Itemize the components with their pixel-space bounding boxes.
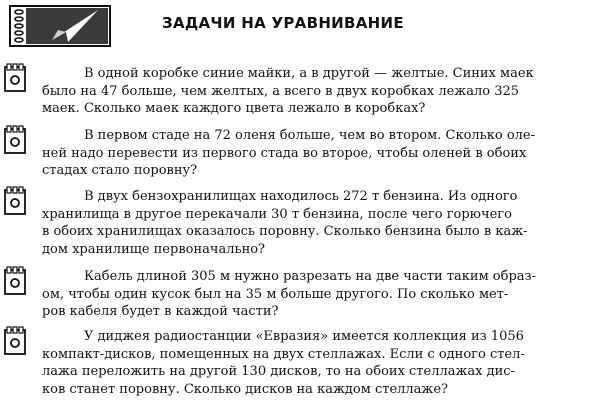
text-line: В первом стаде на 72 оленя больше, чем во втором. Сколько оле-	[84, 128, 536, 143]
text-line: лажа переложить на другой 130 дисков, то на обоих стеллажах дис-	[42, 364, 515, 379]
notepad-icon	[3, 326, 29, 356]
page-title: ЗАДАЧИ НА УРАВНИВАНИЕ	[162, 14, 404, 32]
text-line: Кабель длиной 305 м нужно разрезать на две части таким образ-	[84, 269, 537, 284]
notebook-checkmark-icon	[8, 4, 112, 48]
problem-text	[42, 188, 594, 258]
text-line: ом, чтобы один кусок был на 35 м больше другого. По сколько мет-	[42, 286, 509, 302]
text-line: дом хранилище первоначально?	[42, 241, 266, 257]
text-line: ров кабеля будет в каждой части?	[42, 304, 279, 319]
text-line: в обоих хранилищах оказалось поровну. Сколько бензина было в каж-	[42, 224, 528, 239]
text-line: В одной коробке синие майки, а в другой — желтые. Синих маек	[84, 66, 534, 81]
problem-text	[42, 268, 594, 321]
problem-text	[42, 127, 594, 180]
text-line: компакт-дисков, помещенных на двух стеллажах. Если с одного стел-	[42, 346, 525, 362]
problem-text	[42, 65, 594, 118]
text-line: стадах стало поровну?	[42, 163, 198, 178]
notepad-icon	[3, 186, 29, 216]
notepad-icon	[3, 63, 29, 93]
header	[0, 0, 600, 52]
text-line: хранилища в другое перекачали 30 т бензина, после чего горючего	[42, 206, 512, 222]
problem-text	[42, 328, 594, 398]
text-line: было на 47 больше, чем желтых, а всего в двух коробках лежало 325	[42, 83, 520, 99]
text-line: ней надо перевести из первого стада во второе, чтобы оленей в обоих	[42, 145, 527, 161]
text-line: У диджея радиостанции «Евразия» имеется коллекция из 1056	[84, 329, 524, 344]
text-line: маек. Сколько маек каждого цвета лежало в коробках?	[42, 101, 426, 116]
text-line: В двух бензохранилищах находилось 272 т бензина. Из одного	[84, 189, 518, 204]
text-line: ков станет поровну. Сколько дисков на каждом стеллаже?	[42, 381, 449, 397]
notepad-icon	[3, 266, 29, 296]
notepad-icon	[3, 125, 29, 155]
